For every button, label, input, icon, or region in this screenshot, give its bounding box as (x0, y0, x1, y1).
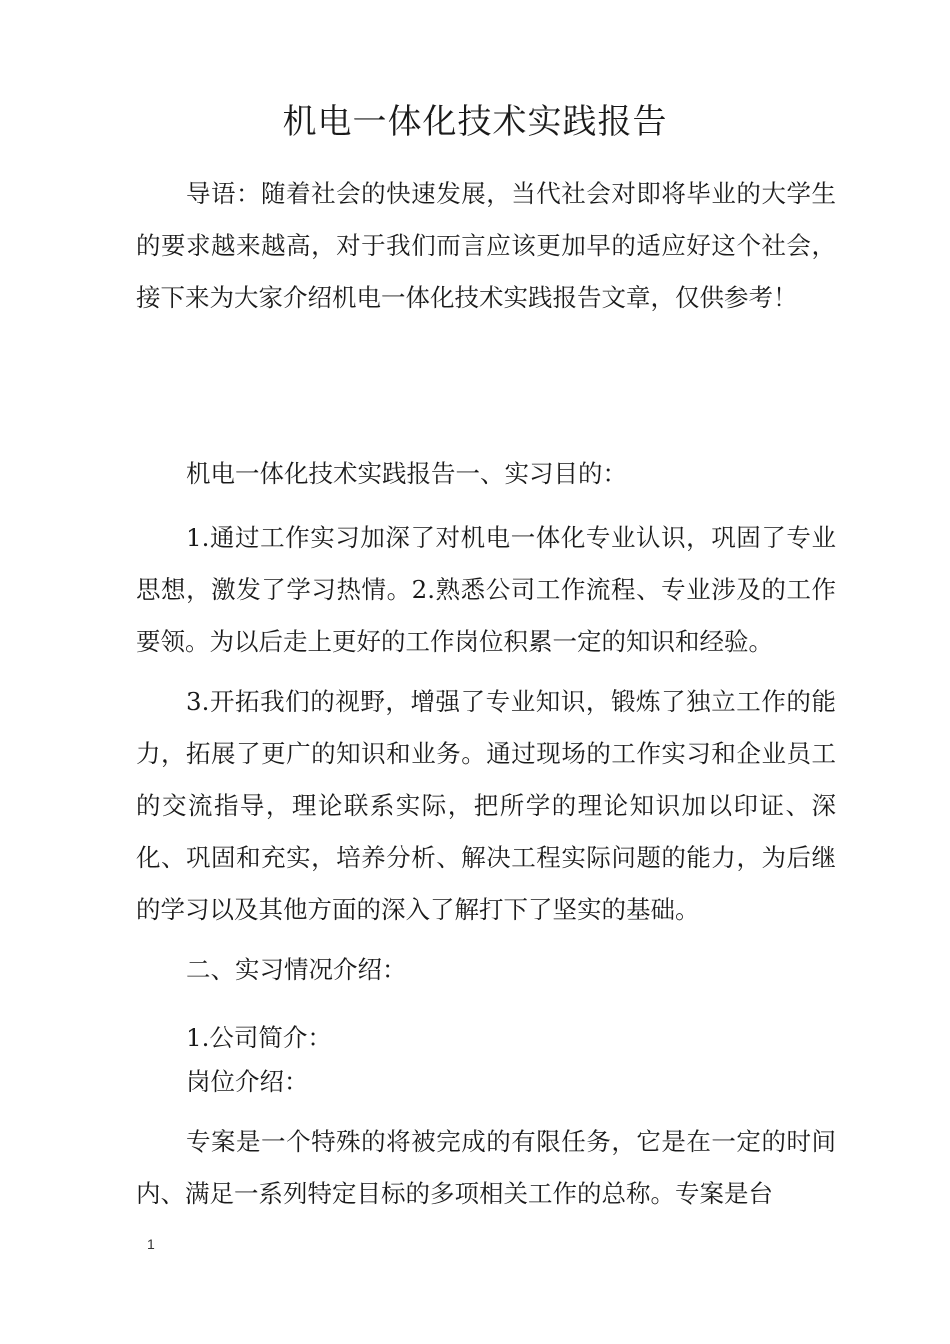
paragraph-purpose-1-2: 1.通过工作实习加深了对机电一体化专业认识，巩固了专业思想，激发了学习热情。2.熟悉公司工作流程、专业涉及的工作要领。为以后走上更好的工作岗位积累一定的知识和经验。 (136, 523, 836, 656)
section-heading-purpose: 机电一体化技术实践报告一、实习目的： (186, 459, 627, 488)
document-title: 机电一体化技术实践报告 (282, 102, 668, 142)
paragraph-project-definition: 专案是一个特殊的将被完成的有限任务，它是在一定的时间内、满足一系列特定目标的多项相关工作的总称。专案是台 (136, 1127, 836, 1208)
subheading-position-intro: 岗位介绍： (186, 1067, 309, 1096)
page-number: 1 (147, 1236, 155, 1252)
section-heading-internship: 二、实习情况介绍： (186, 955, 407, 984)
subheading-company-intro: 1.公司简介： (186, 1023, 332, 1052)
intro-paragraph: 导语：随着社会的快速发展，当代社会对即将毕业的大学生的要求越来越高，对于我们而言应该更加早的适应好这个社会，接下来为大家介绍机电一体化技术实践报告文章，仅供参考！ (136, 179, 836, 312)
paragraph-purpose-3: 3.开拓我们的视野，增强了专业知识，锻炼了独立工作的能力，拓展了更广的知识和业务。通过现场的工作实习和企业员工的交流指导，理论联系实际，把所学的理论知识加以印证、深化、巩固和充实，培养分析、解决工程实际问题的能力，为后继的学习以及其他方面的深入了解打下了坚实的基础。 (136, 687, 836, 924)
